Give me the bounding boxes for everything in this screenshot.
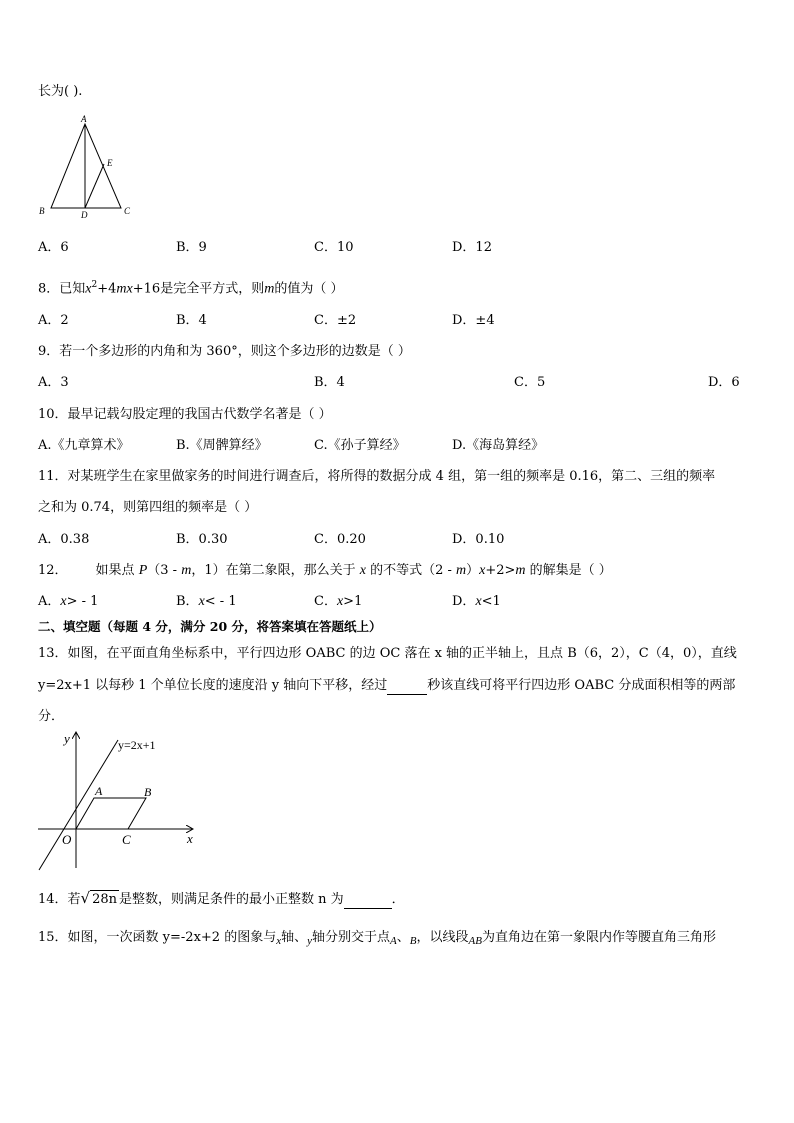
- axis-label-x: x: [187, 831, 193, 846]
- q13-stem-line1: 13．如图，在平面直角坐标系中，平行四边形 OABC 的边 OC 落在 x 轴的正半轴上，且点 B（6，2），C（4，0），直线: [38, 646, 737, 661]
- q14-stem: 14．若√ 28n 是整数，则满足条件的最小正整数 n 为 ．: [38, 889, 405, 907]
- label-B: B: [39, 206, 45, 216]
- q11-option-b[interactable]: B．0.30: [176, 532, 228, 547]
- q8-option-d[interactable]: D．±4: [452, 313, 495, 328]
- label-A: A: [81, 114, 87, 124]
- label-E: E: [107, 158, 113, 168]
- q12-option-b[interactable]: B．x< - 1: [176, 594, 237, 609]
- q7-option-c[interactable]: C．10: [314, 240, 354, 255]
- q15-stem: 15．如图，一次函数 y=-2x+2 的图象与$_x$轴、$_y$轴分别交于点$_A$、$_B$，以线段$_{AB}$为直角边在第一象限内作等腰直角三角形: [38, 930, 716, 947]
- label-A: A: [95, 784, 103, 798]
- q7-triangle-figure: [34, 114, 134, 224]
- q12-option-a[interactable]: A．x> - 1: [38, 594, 99, 609]
- q11-stem-line1: 11．对某班学生在家里做家务的时间进行调查后，将所得的数据分成 4 组，第一组的频率是 0.16，第二、三组的频率: [38, 469, 716, 484]
- q9-stem: 9．若一个多边形的内角和为 360°，则这个多边形的边数是（ ）: [38, 344, 411, 359]
- q12-option-c[interactable]: C．x>1: [314, 594, 363, 609]
- q9-option-d[interactable]: D．6: [708, 375, 740, 390]
- q13-answer-blank[interactable]: [387, 680, 427, 695]
- q11-stem-line2: 之和为 0.74，则第四组的频率是（ ）: [38, 500, 258, 515]
- q9-option-b[interactable]: B．4: [314, 375, 345, 390]
- q11-option-d[interactable]: D．0.10: [452, 532, 505, 547]
- q13-coordinate-figure: [36, 728, 206, 876]
- q9-option-c[interactable]: C．5: [514, 375, 546, 390]
- q7-tail: 长为( ).: [38, 84, 83, 99]
- label-D: D: [81, 210, 88, 220]
- q9-option-a[interactable]: A．3: [38, 375, 69, 390]
- q8-stem: 8．已知$x^2+4mx+16$是完全平方式，则m的值为（ ）: [38, 280, 344, 297]
- q10-option-d[interactable]: D.《海岛算经》: [452, 438, 545, 453]
- section-heading-fill-blank: 二、填空题（每题 4 分，满分 20 分，将答案填在答题纸上）: [38, 619, 382, 634]
- q10-option-a[interactable]: A.《九章算术》: [38, 438, 130, 453]
- q8-option-a[interactable]: A．2: [38, 313, 69, 328]
- q13-stem-line3: 分．: [38, 709, 65, 724]
- q10-option-b[interactable]: B.《周髀算经》: [176, 438, 268, 453]
- axis-label-y: y: [64, 731, 70, 746]
- q7-option-a[interactable]: A．6: [38, 240, 69, 255]
- label-C: C: [124, 206, 131, 216]
- q12-option-d[interactable]: D．x<1: [452, 594, 501, 609]
- q10-option-c[interactable]: C.《孙子算经》: [314, 438, 406, 453]
- q7-option-b[interactable]: B．9: [176, 240, 207, 255]
- line-label: y=2x+1: [118, 738, 156, 752]
- q7-option-d[interactable]: D．12: [452, 240, 492, 255]
- q12-stem: 12． 如果点 P（3 - m，1）在第二象限，那么关于 x 的不等式（2 - m）x+2>m 的解集是（ ）: [38, 563, 612, 578]
- q11-option-a[interactable]: A．0.38: [38, 532, 90, 547]
- sqrt-expression: √ 28n: [80, 889, 118, 907]
- label-C: C: [122, 832, 131, 847]
- q13-stem-line2: y=2x+1 以每秒 1 个单位长度的速度沿 y 轴向下平移，经过 秒该直线可将平行四边形 OABC 分成面积相等的两部: [38, 678, 736, 693]
- q8-option-b[interactable]: B．4: [176, 313, 207, 328]
- q10-stem: 10．最早记载勾股定理的我国古代数学名著是（ ）: [38, 407, 332, 422]
- q8-option-c[interactable]: C．±2: [314, 313, 357, 328]
- q11-option-c[interactable]: C．0.20: [314, 532, 366, 547]
- q14-answer-blank[interactable]: [344, 894, 392, 909]
- label-B: B: [144, 785, 152, 799]
- label-O: O: [62, 832, 72, 847]
